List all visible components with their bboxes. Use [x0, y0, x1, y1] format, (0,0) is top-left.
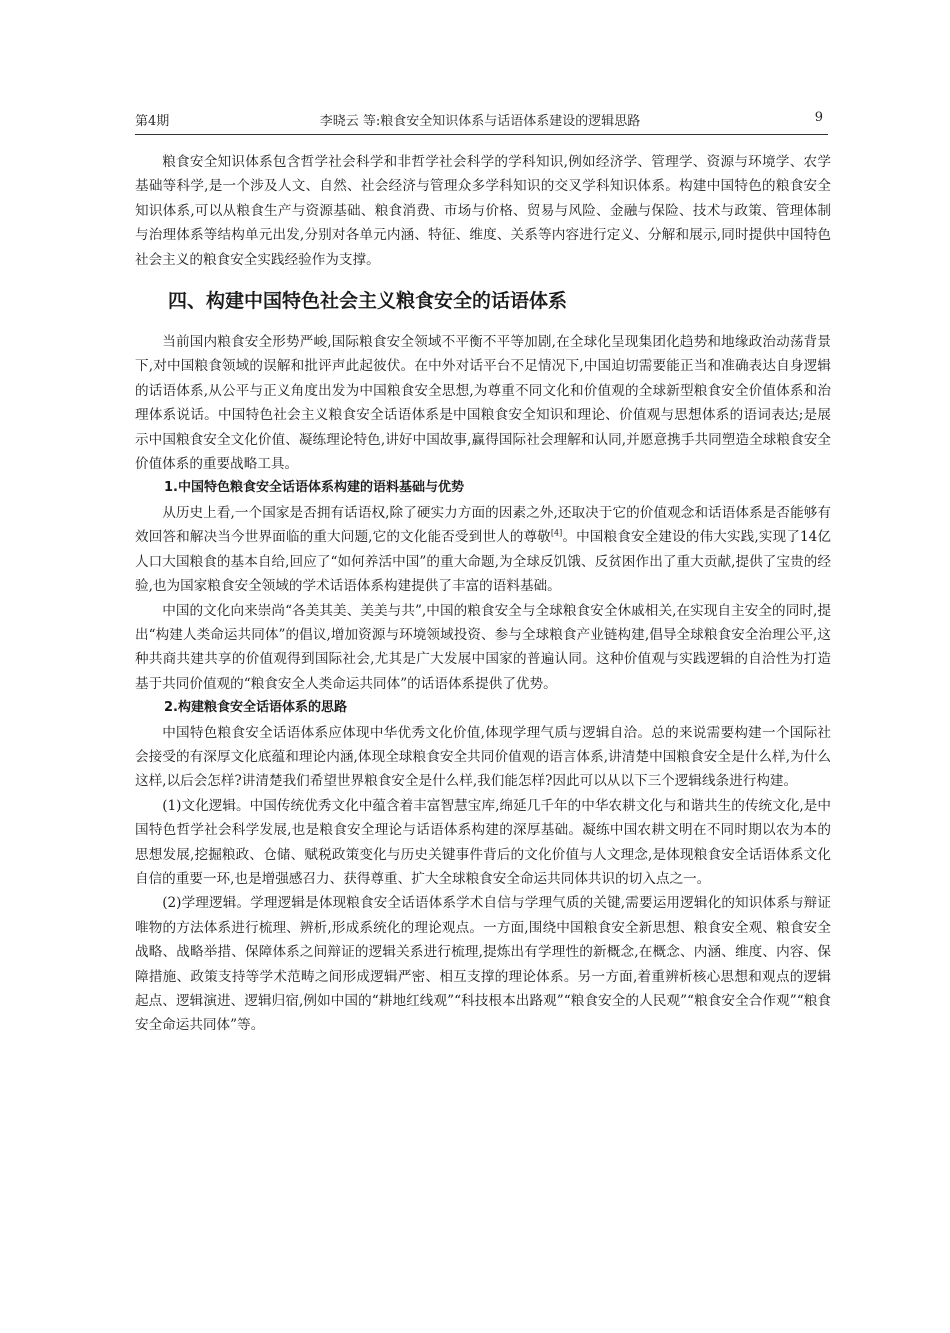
header-rule [135, 134, 828, 135]
paragraph: 中国的文化向来崇尚“各美其美、美美与共”,中国的粮食安全与全球粮食安全休戚相关,在实现自主安全的同时,提出“构建人类命运共同体”的倡议,增加资源与环境领域投资、参与全球粮食产业链构建,倡导全球粮食安全治理公平,这种共商共建共享的价值观得到国际社会,尤其是广大发展中国家的普遍认同。这种价值观与实践逻辑的自洽性为打造基于共同价值观的“粮食安全人类命运共同体”的话语体系提供了优势。 [135, 602, 831, 692]
running-header [135, 108, 825, 130]
subsection-heading: 2.构建粮食安全话语体系的思路 [164, 700, 347, 716]
subsection-heading: 1.中国特色粮食安全话语体系构建的语料基础与优势 [164, 480, 464, 496]
running-title: 李晓云 等:粮食安全知识体系与话语体系建设的逻辑思路 [319, 114, 641, 129]
paragraph-text: 。中国粮食安全建设的伟大实践,实现了14亿人口大国粮食的基本自给,回应了“如何养活中国”的重大命题,为全球反饥饿、反贫困作出了重大贡献,提供了宝贵的经验,也为国家粮食安全领域的学术话语体系构建提供了丰富的语料基础。 [135, 529, 831, 595]
paragraph [135, 501, 831, 599]
section-heading: 四、构建中国特色社会主义粮食安全的话语体系 [168, 290, 568, 313]
paragraph: 粮食安全知识体系包含哲学社会科学和非哲学社会科学的学科知识,例如经济学、管理学、资源与环境学、农学基础等科学,是一个涉及人文、自然、社会经济与管理众多学科知识的交叉学科知识体系。构建中国特色的粮食安全知识体系,可以从粮食生产与资源基础、粮食消费、市场与价格、贸易与风险、金融与保险、技术与政策、管理体制与治理体系等结构单元出发,分别对各单元内涵、特征、维度、关系等内容进行定义、分解和展示,同时提供中国特色社会主义的粮食安全实践经验作为支撑。 [135, 154, 831, 268]
citation-ref: [4] [550, 528, 563, 538]
paragraph-text: 从历史上看,一个国家是否拥有话语权,除了硬实力方面的因素之外,还取决于它的价值观念和话语体系是否能够有效回答和解决当今世界面临的重大问题,它的文化能否受到世人的尊敬 [135, 504, 831, 546]
article-body [135, 150, 831, 1038]
issue-number: 第4期 [135, 114, 170, 129]
paragraph: (2)学理逻辑。学理逻辑是体现粮食安全话语体系学术自信与学理气质的关键,需要运用逻辑化的知识体系与辩证唯物的方法体系进行梳理、辨析,形成系统化的理论观点。一方面,围绕中国粮食安全新思想、粮食安全观、粮食安全战略、战略举措、保障体系之间辩证的逻辑关系进行梳理,提炼出有学理性的新概念,在概念、内涵、维度、内容、保障措施、政策支持等学术范畴之间形成逻辑严密、相互支撑的理论体系。另一方面,着重辨析核心思想和观点的逻辑起点、逻辑演进、逻辑归宿,例如中国的“耕地红线观”“科技根本出路观”“粮食安全的人民观”“粮食安全合作观”“粮食安全命运共同体”等。 [135, 895, 831, 1034]
paragraph: (1)文化逻辑。中国传统优秀文化中蕴含着丰富智慧宝库,绵延几千年的中华农耕文化与和谐共生的传统文化,是中国特色哲学社会科学发展,也是粮食安全理论与话语体系构建的深厚基础。凝练中国农耕文明在不同时期以农为本的思想发展,挖掘粮政、仓储、赋税政策变化与历史关键事件背后的文化价值与人文理念,是体现粮食安全话语体系文化自信的重要一环,也是增强感召力、获得尊重、扩大全球粮食安全命运共同体共识的切入点之一。 [135, 797, 831, 887]
paragraph: 当前国内粮食安全形势严峻,国际粮食安全领域不平衡不平等加剧,在全球化呈现集团化趋势和地缘政治动荡背景下,对中国粮食领域的误解和批评声此起彼伏。在中外对话平台不足情况下,中国迫切需要能正当和准确表达自身逻辑的话语体系,从公平与正义角度出发为中国粮食安全思想,为尊重不同文化和价值观的全球新型粮食安全价值体系和治理体系说话。中国特色社会主义粮食安全话语体系是中国粮食安全知识和理论、价值观与思想体系的语词表达;是展示中国粮食安全文化价值、凝练理论特色,讲好中国故事,赢得国际社会理解和认同,并愿意携手共同塑造全球粮食安全价值体系的重要战略工具。 [135, 334, 831, 473]
paragraph: 中国特色粮食安全话语体系应体现中华优秀文化价值,体现学理气质与逻辑自洽。总的来说需要构建一个国际社会接受的有深厚文化底蕴和理论内涵,体现全球粮食安全共同价值观的语言体系,讲清楚中国粮食安全是什么样,为什么这样,以后会怎样?讲清楚我们希望世界粮食安全是什么样,我们能怎样?因此可以从以下三个逻辑线条进行构建。 [135, 724, 831, 790]
page-number: 9 [814, 110, 823, 125]
